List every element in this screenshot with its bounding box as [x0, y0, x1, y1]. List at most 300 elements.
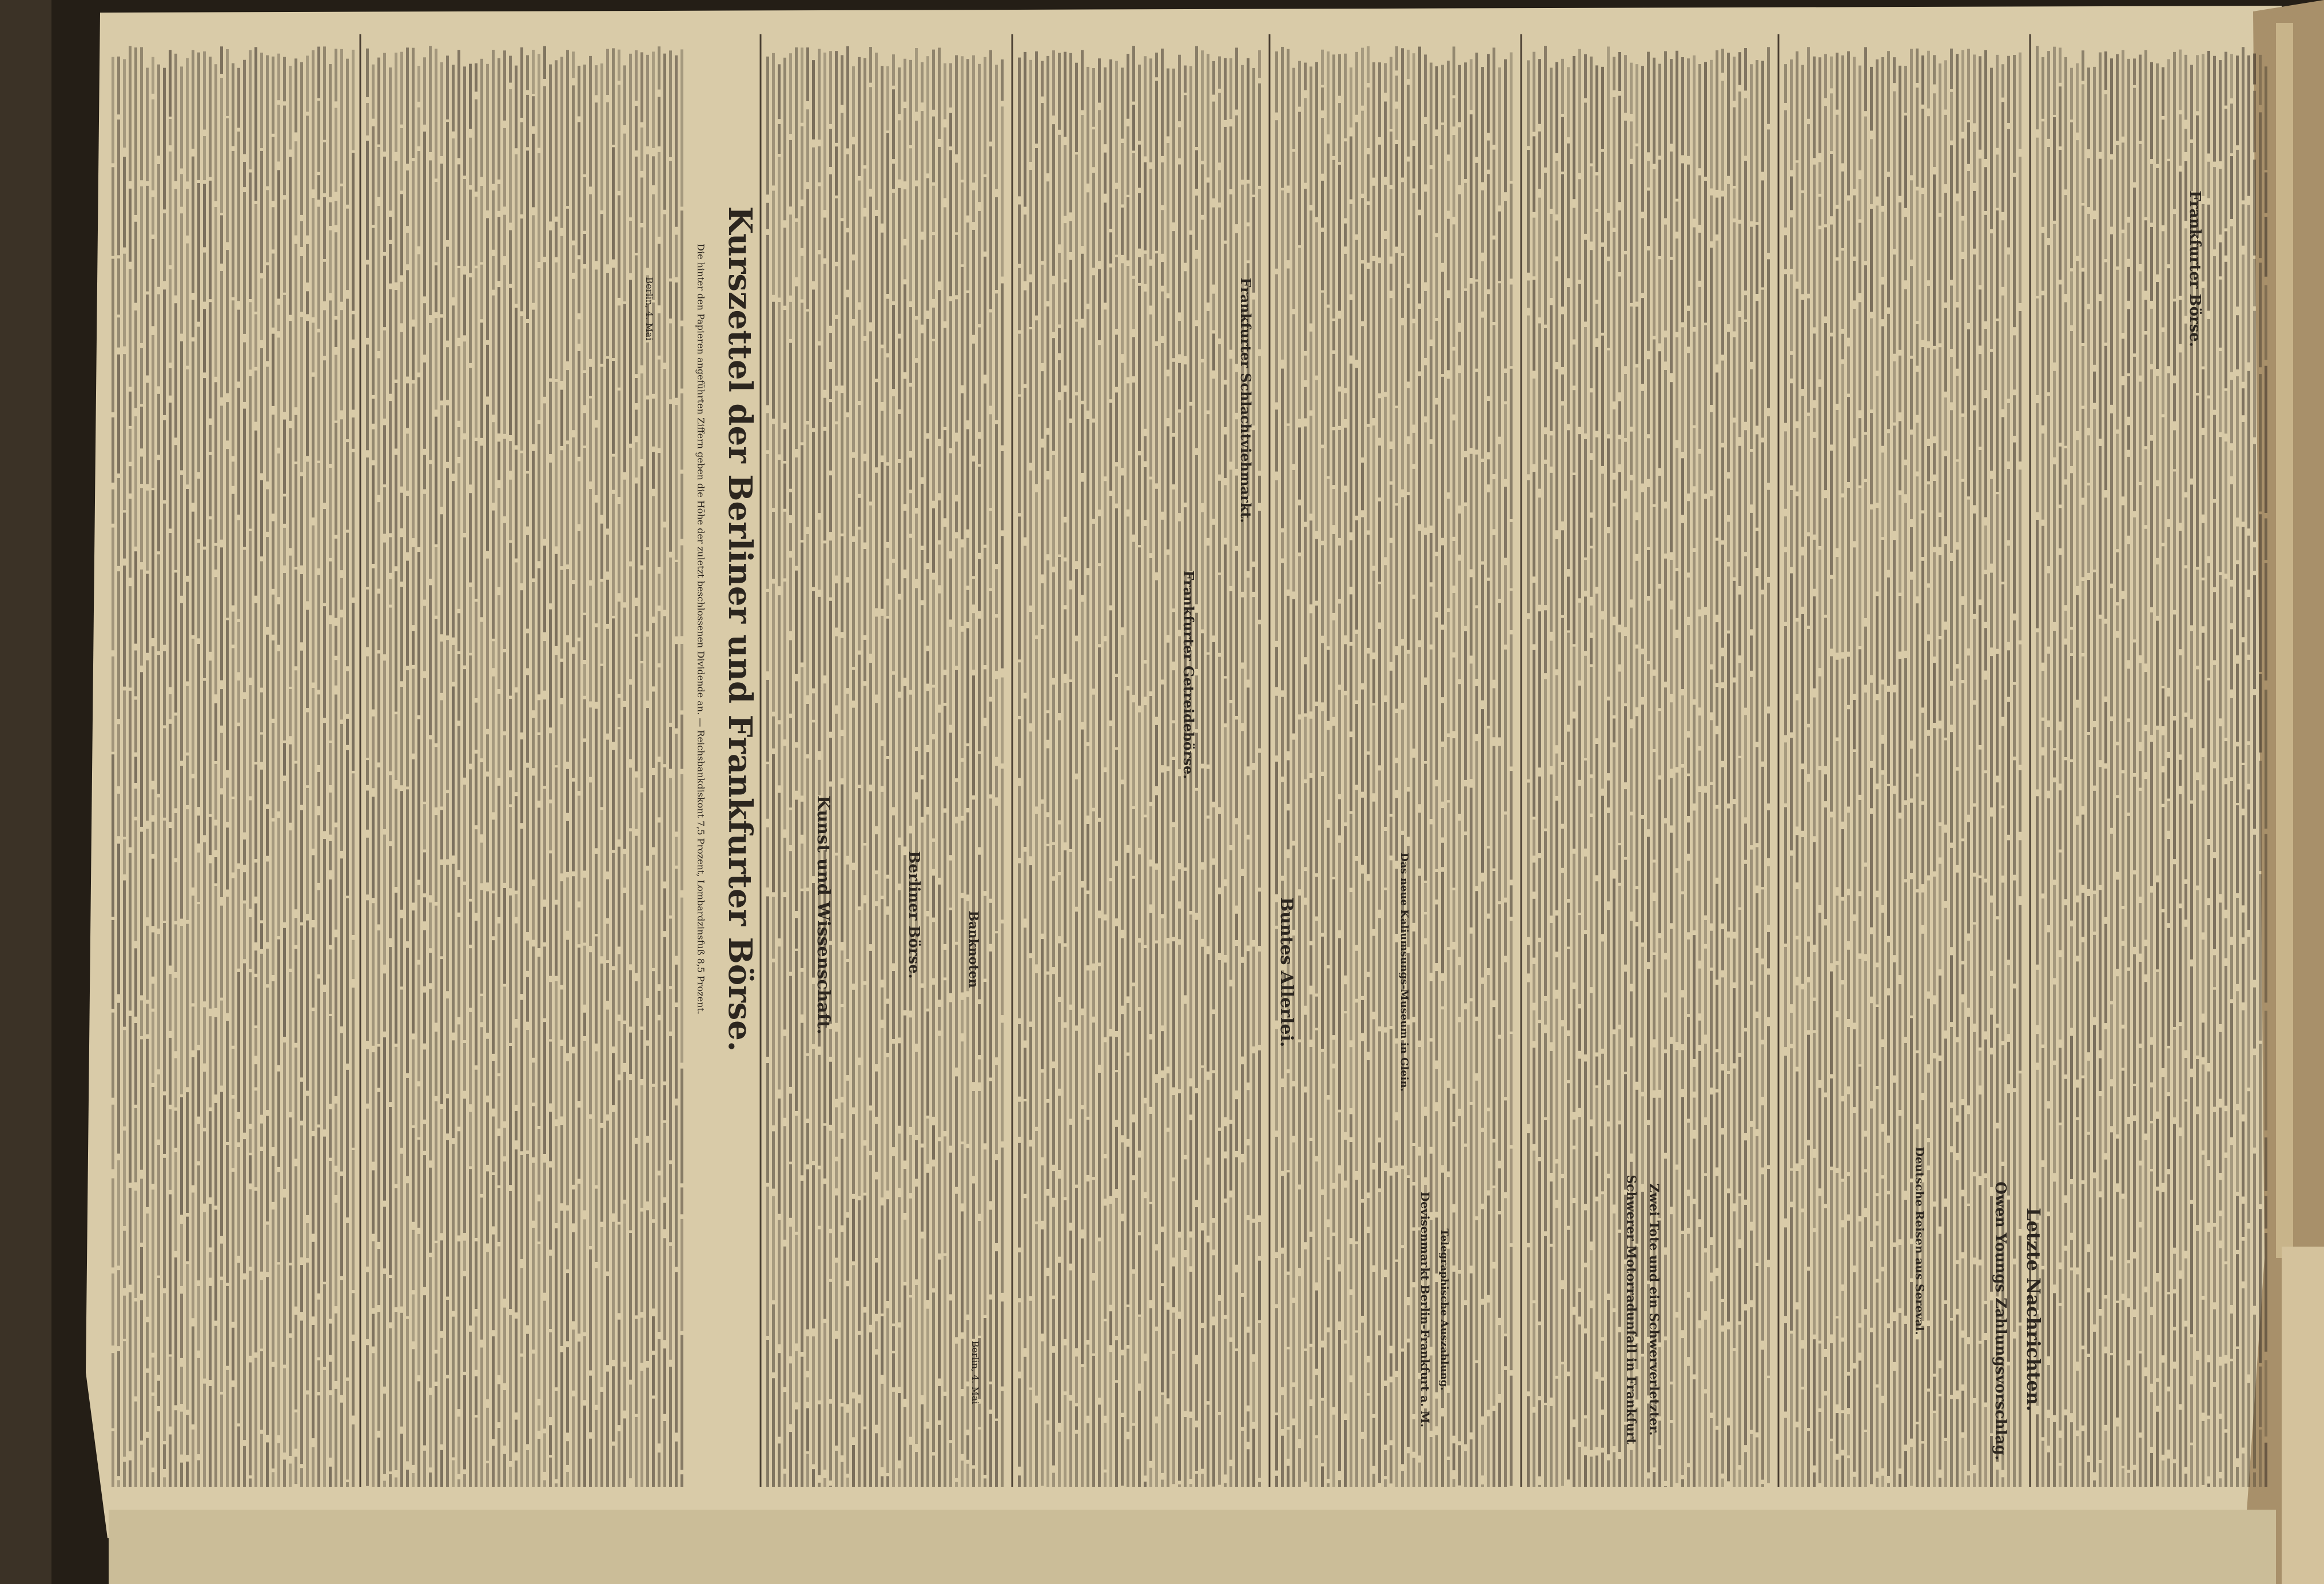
text-line — [1681, 997, 1684, 1044]
text-line — [2104, 624, 2107, 697]
text-line — [1555, 261, 1558, 362]
text-line — [1716, 734, 1718, 805]
text-line — [1899, 1474, 1901, 1487]
text-line — [1247, 1449, 1249, 1487]
text-line — [1750, 677, 1753, 845]
text-line — [658, 313, 660, 356]
text-line — [1698, 287, 1701, 449]
text-line — [789, 140, 792, 206]
text-line — [1538, 498, 1541, 604]
text-line — [623, 893, 626, 1021]
text-line — [1687, 861, 1690, 932]
text-line — [1504, 404, 1507, 479]
text-line — [1510, 1376, 1513, 1486]
text-line — [995, 569, 998, 614]
text-line — [875, 834, 878, 870]
text-line — [589, 707, 592, 777]
text-line — [1024, 214, 1026, 281]
text-line — [1801, 300, 1804, 389]
text-line — [2087, 735, 2090, 889]
text-line — [1001, 284, 1004, 445]
text-line — [972, 675, 975, 795]
text-line — [1252, 567, 1255, 591]
text-line — [881, 1476, 884, 1487]
text-line — [1807, 782, 1810, 936]
text-line — [629, 767, 632, 828]
text-line — [1378, 629, 1381, 766]
text-line — [1418, 1463, 1421, 1487]
text-line — [377, 1438, 380, 1487]
text-line — [2167, 268, 2170, 366]
text-line — [1424, 423, 1427, 528]
text-line — [140, 488, 143, 562]
text-line — [1870, 768, 1873, 809]
text-line — [1533, 1413, 1535, 1487]
text-line — [2150, 227, 2153, 301]
text-line — [295, 570, 297, 666]
text-line — [1979, 1185, 1981, 1259]
text-line — [492, 676, 495, 812]
text-line — [429, 585, 432, 735]
text-line — [921, 605, 924, 775]
text-line — [989, 952, 992, 1078]
text-line — [618, 1021, 620, 1074]
text-line — [1939, 555, 1941, 636]
text-line — [395, 383, 397, 449]
text-line — [1630, 815, 1633, 912]
text-line — [1899, 1313, 1901, 1468]
text-line — [1641, 1096, 1644, 1184]
text-line — [480, 996, 483, 1022]
text-line — [1738, 595, 1741, 656]
text-line — [2007, 1093, 2010, 1195]
text-line — [1327, 144, 1330, 305]
text-line — [197, 1124, 200, 1161]
text-line — [789, 640, 792, 713]
text-line — [180, 475, 183, 596]
text-line — [1744, 1311, 1747, 1446]
text-line — [1933, 1413, 1936, 1487]
text-line — [966, 59, 969, 216]
text-line — [1881, 1132, 1884, 1175]
text-line — [2173, 301, 2176, 375]
text-line — [146, 1373, 149, 1432]
text-line — [317, 207, 320, 329]
text-line — [863, 1145, 866, 1192]
text-line — [789, 558, 792, 631]
text-line — [1950, 1108, 1953, 1147]
text-line — [1716, 198, 1718, 234]
text-line — [915, 186, 918, 316]
text-line — [254, 1358, 257, 1487]
text-line — [1635, 889, 1638, 922]
text-line — [1281, 1176, 1284, 1247]
text-line — [909, 1298, 912, 1437]
text-line — [372, 465, 375, 564]
text-line — [1161, 1031, 1164, 1070]
text-line — [1207, 414, 1209, 538]
text-line — [1144, 705, 1147, 814]
text-line — [2036, 1070, 2039, 1220]
text-line — [2099, 890, 2102, 1050]
text-line — [2167, 527, 2170, 688]
text-line — [237, 388, 240, 515]
text-line — [346, 209, 349, 290]
text-line — [452, 481, 455, 637]
text-line — [2173, 52, 2176, 209]
text-line — [858, 655, 861, 785]
text-line — [112, 656, 114, 752]
text-line — [2116, 270, 2119, 429]
text-line — [1487, 1111, 1490, 1190]
text-line — [283, 200, 286, 293]
text-line — [417, 66, 420, 102]
text-line — [1046, 1424, 1049, 1487]
text-line — [640, 1030, 643, 1079]
text-line — [1081, 1367, 1084, 1487]
text-line — [226, 1370, 229, 1487]
text-line — [949, 113, 952, 147]
text-line — [823, 1323, 826, 1470]
text-line — [1401, 1169, 1404, 1245]
text-line — [526, 95, 529, 147]
text-line — [583, 1406, 586, 1487]
text-line — [858, 910, 861, 1057]
text-line — [480, 445, 483, 617]
text-line — [1807, 47, 1810, 119]
text-line — [214, 886, 217, 1008]
text-line — [1304, 98, 1307, 182]
text-line — [1933, 1207, 1936, 1374]
text-line — [1841, 984, 1844, 1096]
text-line — [1247, 951, 1249, 1082]
text-line — [1310, 1237, 1312, 1344]
text-line — [1367, 87, 1370, 148]
text-line — [300, 925, 303, 1077]
text-line — [2082, 50, 2084, 81]
text-line — [1893, 425, 1896, 531]
text-line — [1064, 282, 1067, 385]
text-line — [1818, 550, 1821, 668]
text-line — [509, 807, 512, 888]
text-line — [1698, 1328, 1701, 1487]
text-line — [1830, 451, 1833, 575]
text-line — [2207, 845, 2210, 898]
text-line — [2139, 271, 2142, 375]
text-line — [1961, 1338, 1964, 1384]
text-line — [1412, 758, 1415, 923]
text-line — [1887, 433, 1890, 570]
text-line — [1921, 805, 1924, 884]
text-line — [383, 660, 386, 829]
text-line — [789, 976, 792, 1087]
text-line — [1698, 454, 1701, 610]
text-line — [926, 1119, 929, 1164]
text-line — [2190, 1337, 2193, 1376]
text-line — [555, 222, 558, 257]
text-line — [2059, 730, 2062, 783]
text-line — [1430, 587, 1432, 644]
text-line — [509, 1315, 512, 1461]
text-line — [1950, 561, 1953, 681]
text-line — [1338, 319, 1341, 386]
text-line — [1939, 1478, 1941, 1487]
text-line — [1721, 361, 1724, 443]
text-line — [766, 764, 769, 818]
text-line — [875, 1180, 878, 1258]
text-line — [1590, 392, 1593, 453]
text-line — [1801, 65, 1804, 190]
text-line — [329, 230, 332, 293]
text-line — [1824, 1395, 1827, 1487]
text-line — [1418, 813, 1421, 868]
text-line — [1441, 843, 1444, 867]
text-line — [1081, 1239, 1084, 1364]
text-line — [978, 327, 981, 432]
text-line — [1767, 866, 1770, 925]
text-line — [1853, 57, 1856, 189]
text-line — [1121, 1221, 1124, 1350]
text-line — [1790, 59, 1793, 170]
text-line — [498, 184, 500, 211]
text-line — [904, 245, 906, 279]
text-line — [1950, 410, 1953, 553]
text-line — [475, 1241, 477, 1309]
text-line — [129, 429, 132, 462]
text-line — [306, 116, 309, 235]
text-line — [383, 256, 386, 327]
text-line — [1338, 54, 1341, 96]
text-line — [789, 302, 792, 339]
text-line — [1155, 580, 1158, 717]
text-line — [829, 369, 832, 399]
text-line — [1687, 822, 1690, 853]
text-line — [134, 311, 137, 408]
text-line — [340, 858, 343, 1026]
text-line — [1401, 325, 1404, 489]
text-line — [1893, 794, 1896, 955]
text-line — [226, 449, 229, 618]
text-line — [463, 785, 466, 881]
text-line — [1756, 893, 1758, 948]
text-line — [1470, 454, 1473, 570]
text-line — [829, 738, 832, 781]
text-line — [1247, 184, 1249, 222]
text-line — [1933, 728, 1936, 871]
text-line — [1870, 1247, 1873, 1328]
text-line — [289, 1265, 292, 1334]
text-line — [1332, 1189, 1335, 1233]
text-line — [2127, 267, 2130, 301]
text-line — [423, 853, 426, 894]
text-line — [1990, 1054, 1993, 1187]
text-line — [503, 265, 506, 434]
text-line — [289, 830, 292, 969]
text-line — [1327, 1227, 1330, 1257]
text-line — [1533, 280, 1535, 371]
text-line — [904, 1285, 906, 1399]
text-line — [1224, 58, 1227, 120]
text-line — [440, 810, 443, 859]
text-line — [989, 1414, 992, 1487]
text-line — [1859, 1066, 1861, 1216]
text-line — [1390, 1176, 1392, 1346]
text-line — [1687, 1234, 1690, 1292]
text-line — [2133, 777, 2136, 870]
text-line — [1716, 622, 1718, 683]
text-line — [475, 703, 477, 750]
text-line — [2082, 1431, 2084, 1487]
text-line — [2076, 1436, 2079, 1487]
text-line — [801, 47, 803, 122]
text-line — [1670, 382, 1673, 552]
text-line — [180, 1294, 183, 1358]
text-line — [1818, 162, 1821, 194]
text-line — [1721, 656, 1724, 683]
text-line — [1916, 324, 1919, 366]
text-line — [875, 906, 878, 1064]
text-line — [254, 977, 257, 1025]
text-line — [300, 574, 303, 642]
text-line — [140, 1444, 143, 1487]
text-line — [1161, 162, 1164, 205]
text-line — [169, 724, 172, 822]
text-line — [555, 60, 558, 216]
text-line — [681, 327, 683, 389]
text-line — [2087, 309, 2090, 428]
text-line — [134, 789, 137, 817]
text-line — [560, 570, 563, 659]
text-line — [1435, 1282, 1438, 1392]
text-line — [932, 508, 935, 573]
text-line — [1104, 153, 1107, 194]
text-line — [152, 789, 154, 815]
text-line — [1939, 826, 1941, 857]
text-line — [440, 514, 443, 634]
text-line — [1967, 1017, 1970, 1105]
text-line — [435, 182, 437, 262]
text-line — [1281, 1253, 1284, 1387]
text-line — [583, 615, 586, 660]
text-line — [1412, 1419, 1415, 1452]
text-line — [1584, 327, 1587, 433]
text-line — [841, 785, 843, 942]
text-line — [2070, 331, 2073, 466]
text-line — [1801, 555, 1804, 606]
text-line — [2162, 1077, 2164, 1183]
text-line — [846, 417, 849, 577]
text-line — [1361, 1041, 1364, 1199]
text-line — [1481, 67, 1484, 182]
text-line — [961, 1396, 964, 1454]
text-line — [1658, 351, 1661, 468]
text-line — [2036, 138, 2039, 296]
text-line — [1870, 139, 1873, 204]
text-line — [1087, 1423, 1089, 1487]
text-line — [1241, 876, 1244, 957]
text-line — [157, 1381, 160, 1406]
text-line — [2059, 1306, 2062, 1431]
text-line — [1132, 1274, 1135, 1423]
text-line — [1167, 555, 1169, 635]
text-line — [1595, 1379, 1598, 1447]
text-line — [2196, 669, 2199, 772]
text-line — [1698, 792, 1701, 961]
text-line — [932, 1455, 935, 1487]
text-line — [915, 751, 918, 792]
text-line — [823, 1184, 826, 1319]
text-line — [1355, 1244, 1358, 1330]
text-line — [1676, 337, 1678, 440]
text-line — [117, 317, 120, 347]
text-line — [1961, 1002, 1964, 1099]
text-line — [1407, 444, 1410, 492]
text-line — [989, 1081, 992, 1201]
text-line — [681, 210, 683, 320]
text-line — [1899, 596, 1901, 651]
text-line — [955, 1482, 958, 1487]
text-line — [1212, 642, 1215, 802]
text-line — [1350, 594, 1352, 642]
text-line — [323, 46, 326, 140]
text-line — [2001, 220, 2004, 287]
text-line — [1058, 1096, 1061, 1170]
text-line — [1887, 314, 1890, 429]
text-line — [829, 475, 832, 532]
text-line — [272, 415, 274, 514]
text-line — [1046, 817, 1049, 844]
text-line — [1046, 479, 1049, 554]
text-line — [1687, 738, 1690, 774]
text-line — [1933, 1376, 1936, 1410]
text-line — [117, 794, 120, 836]
text-line — [1058, 1432, 1061, 1487]
text-line — [406, 1183, 409, 1316]
text-line — [1161, 210, 1164, 253]
text-line — [858, 1065, 861, 1196]
text-line — [1052, 881, 1055, 967]
text-line — [1155, 795, 1158, 863]
text-line — [515, 1460, 518, 1487]
text-line — [578, 259, 580, 313]
text-line — [526, 1450, 529, 1487]
text-line — [1704, 1320, 1707, 1390]
text-line — [1458, 1116, 1461, 1270]
text-line — [2196, 396, 2199, 567]
text-line — [2156, 1119, 2159, 1187]
text-line — [886, 299, 889, 353]
text-line — [1310, 332, 1312, 411]
text-line — [1893, 962, 1896, 1076]
text-line — [463, 274, 466, 335]
text-line — [180, 1097, 183, 1215]
text-line — [2059, 853, 2062, 950]
text-line — [1224, 1319, 1227, 1474]
text-line — [1207, 54, 1209, 177]
text-line — [435, 619, 437, 743]
text-line — [921, 484, 924, 546]
text-line — [266, 635, 269, 805]
text-line — [417, 719, 420, 880]
text-line — [600, 524, 603, 579]
text-line — [1298, 1448, 1301, 1487]
text-line — [1784, 1323, 1787, 1412]
text-line — [2133, 874, 2136, 947]
text-line — [1127, 1349, 1129, 1432]
text-line — [1367, 1233, 1370, 1356]
text-line — [566, 1061, 569, 1205]
text-line — [509, 543, 512, 695]
